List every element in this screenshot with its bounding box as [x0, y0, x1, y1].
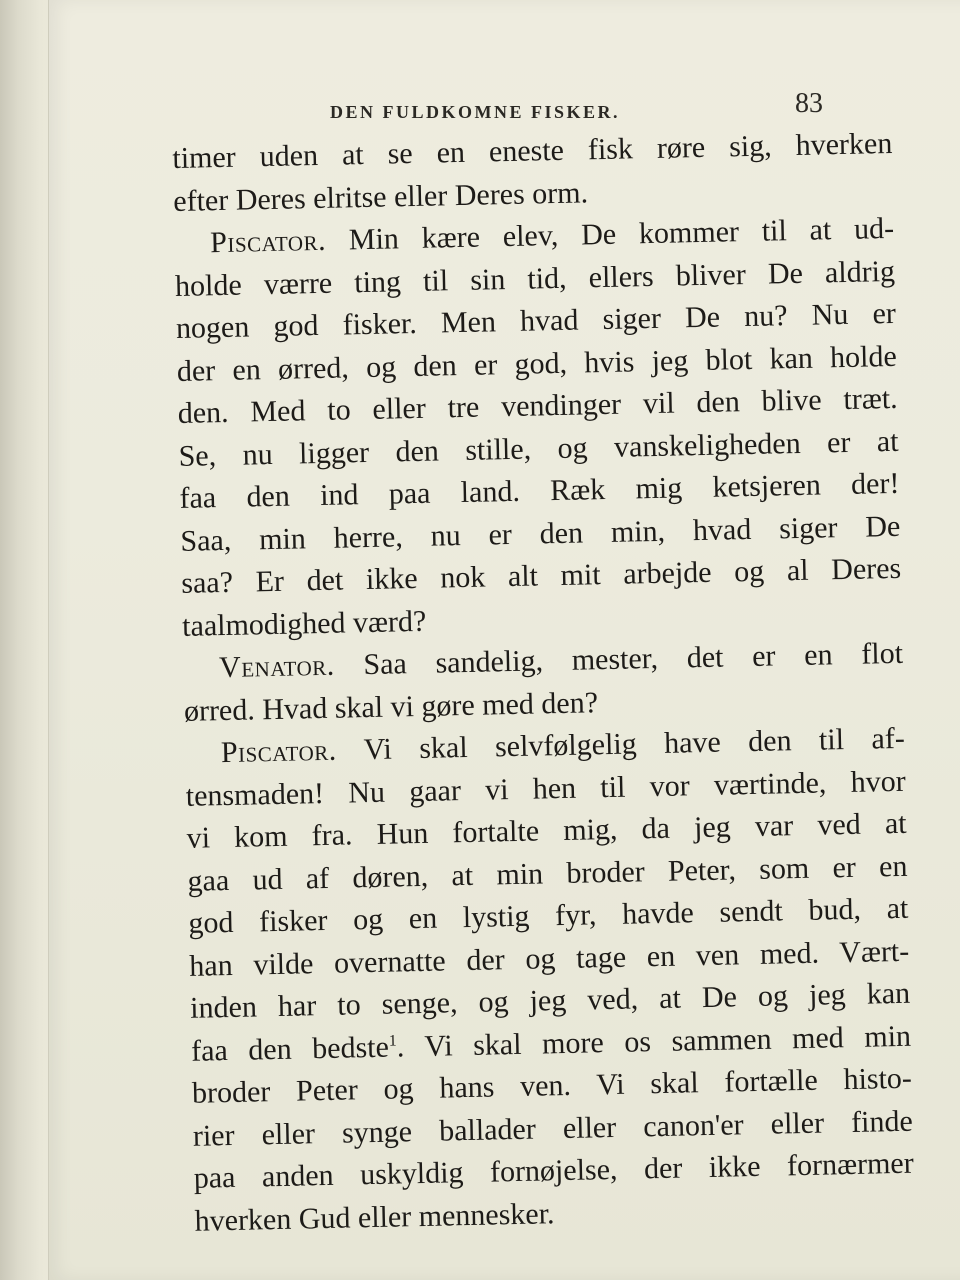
running-header: DEN FULDKOMNE FISKER.: [330, 102, 621, 122]
text-span: Min kære elev, De kommer til at ud-: [348, 211, 895, 257]
text-line: den. Med to eller tre vendinger vil den blive træt.: [177, 381, 898, 430]
footnote-marker: 1: [388, 1031, 397, 1050]
text-span: . Vi skal more os sammen med min: [396, 1019, 912, 1063]
text-line: broder Peter og hans ven. Vi skal fortælle histo-: [191, 1061, 913, 1110]
text-line: god fisker og en lystig fyr, havde sendt bud, at: [188, 891, 909, 940]
text-line: tensmaden! Nu gaar vi hen til vor værtinde, hvor: [185, 764, 906, 813]
text-line: holde værre ting til sin tid, ellers bliver De aldrig: [174, 254, 896, 303]
text-span: Vi skal selvfølgelig have den til af-: [363, 721, 906, 767]
text-line: Se, nu ligger den stille, og vanskeligheden er at: [178, 424, 899, 473]
text-line: paa anden uskyldig fornøjelse, der ikke fornærmer: [193, 1146, 914, 1195]
speaker-name: Piscator.: [220, 733, 338, 770]
text-line: Saa, min herre, nu er den min, hvad siger De: [180, 509, 901, 558]
text-line: faa den ind paa land. Ræk mig ketsjeren der!: [179, 466, 900, 515]
text-line: nogen god fisker. Men hvad siger De nu? Nu er: [175, 296, 897, 345]
text-line: gaa ud af døren, at min broder Peter, som er en: [187, 849, 908, 898]
text-line: ørred. Hvad skal vi gøre med den?: [183, 685, 599, 728]
text-line: der en ørred, og den er god, hvis jeg blot kan holde: [176, 339, 898, 388]
text-line: han vilde overnatte der og tage en ven med. Vært-: [188, 934, 910, 983]
text-line: timer uden at se en eneste fisk røre sig, hverken: [172, 126, 893, 175]
text-line: saa? Er det ikke nok alt mit arbejde og al Deres: [180, 551, 902, 600]
text-line: inden har to senge, og jeg ved, at De og jeg kan: [189, 976, 911, 1025]
page-number: 83: [795, 88, 823, 119]
body-text: [172, 123, 915, 1243]
text-line: efter Deres elritse eller Deres orm.: [172, 175, 589, 218]
text-line: rier eller synge ballader eller canon'er eller finde: [192, 1104, 914, 1153]
text-span: faa den bedste: [190, 1030, 390, 1068]
speaker-name: Venator.: [218, 648, 336, 685]
text-line: hverken Gud eller mennesker.: [194, 1196, 555, 1238]
text-span: Saa sandelig, mester, det er en flot: [363, 636, 904, 682]
text-line: taalmodighed værd?: [181, 604, 427, 643]
speaker-name: Piscator.: [209, 223, 327, 260]
text-line: vi kom fra. Hun fortalte mig, da jeg var ved at: [186, 806, 907, 855]
